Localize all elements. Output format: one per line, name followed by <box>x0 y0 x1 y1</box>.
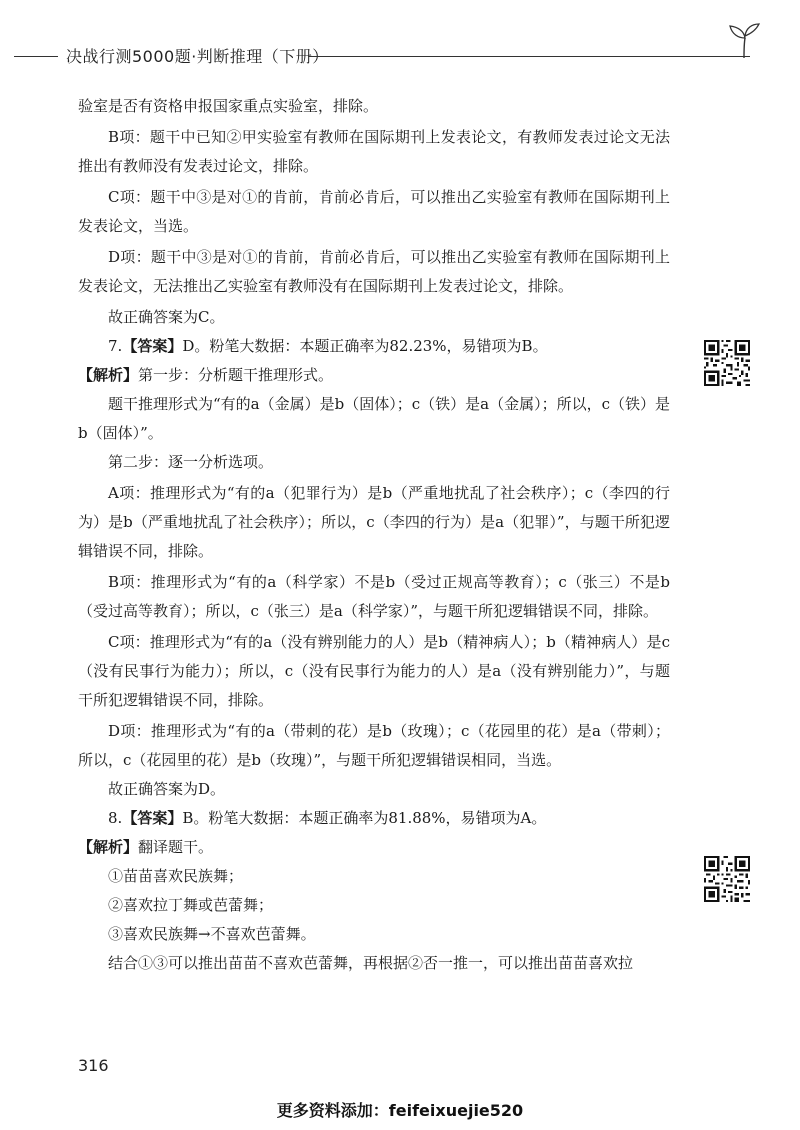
paragraph: ③喜欢民族舞→不喜欢芭蕾舞。 <box>108 925 316 943</box>
paragraph: 第二步：逐一分析选项。 <box>108 453 274 471</box>
paragraph: ②喜欢拉丁舞或芭蕾舞； <box>108 896 274 914</box>
paragraph: 故正确答案为D。 <box>108 780 226 798</box>
analysis-heading: 【解析】翻译题干。 <box>78 838 214 856</box>
analysis-heading: 【解析】第一步：分析题干推理形式。 <box>78 366 334 384</box>
answer-line: 8.【答案】B。粉笔大数据：本题正确率为81.88%，易错项为A。 <box>108 809 547 827</box>
header-rule-left <box>14 56 58 57</box>
paragraph: 验室是否有资格申报国家重点实验室，排除。 <box>78 97 379 115</box>
paragraph: C项：题干中③是对①的肯前，肯前必肯后，可以推出乙实验室有教师在国际期刊上发表论文，当选。 <box>78 188 670 235</box>
paragraph: 题干推理形式为“有的a（金属）是b（固体）；c（铁）是a（金属）；所以，c（铁）是b（固体）”。 <box>78 395 670 442</box>
book-title: 决战行测5000题·判断推理（下册） <box>66 47 329 66</box>
paragraph: 结合①③可以推出苗苗不喜欢芭蕾舞，再根据②否一推一，可以推出苗苗喜欢拉 <box>108 954 634 972</box>
page-number: 316 <box>78 1056 109 1075</box>
answer-line: 7.【答案】D。粉笔大数据：本题正确率为82.23%，易错项为B。 <box>108 337 548 355</box>
page-header <box>0 0 800 80</box>
qr-code-icon[interactable] <box>704 856 750 902</box>
header-rule-right <box>308 56 750 57</box>
footer-note: 更多资料添加：feifeixuejie520 <box>276 1101 524 1120</box>
paragraph: A项：推理形式为“有的a（犯罪行为）是b（严重地扰乱了社会秩序）；c（李四的行为）是b（严重地扰乱了社会秩序）；所以，c（李四的行为）是a（犯罪）”，与题干所犯逻辑错误不同，排除。 <box>78 484 670 560</box>
paragraph: 故正确答案为C。 <box>108 308 225 326</box>
qr-code-icon[interactable] <box>704 340 750 386</box>
page-body <box>78 92 670 978</box>
paragraph: C项：推理形式为“有的a（没有辨别能力的人）是b（精神病人）；b（精神病人）是c（没有民事行为能力）；所以，c（没有民事行为能力的人）是a（没有辨别能力）”，与题干所犯逻辑错误不同，排除。 <box>78 633 670 709</box>
paragraph: B项：题干中已知②甲实验室有教师在国际期刊上发表论文，有教师发表过论文无法推出有教师没有发表过论文，排除。 <box>78 128 670 175</box>
paragraph: B项：推理形式为“有的a（科学家）不是b（受过正规高等教育）；c（张三）不是b（受过高等教育）；所以，c（张三）是a（科学家）”，与题干所犯逻辑错误不同，排除。 <box>78 573 670 620</box>
paragraph: ①苗苗喜欢民族舞； <box>108 867 244 885</box>
paragraph: D项：题干中③是对①的肯前，肯前必肯后，可以推出乙实验室有教师在国际期刊上发表论文，无法推出乙实验室有教师没有在国际期刊上发表过论文，排除。 <box>78 248 670 295</box>
paragraph: D项：推理形式为“有的a（带刺的花）是b（玫瑰）；c（花园里的花）是a（带刺）；所以，c（花园里的花）是b（玫瑰）”，与题干所犯逻辑错误相同，当选。 <box>78 722 670 769</box>
sprout-icon <box>726 22 762 60</box>
